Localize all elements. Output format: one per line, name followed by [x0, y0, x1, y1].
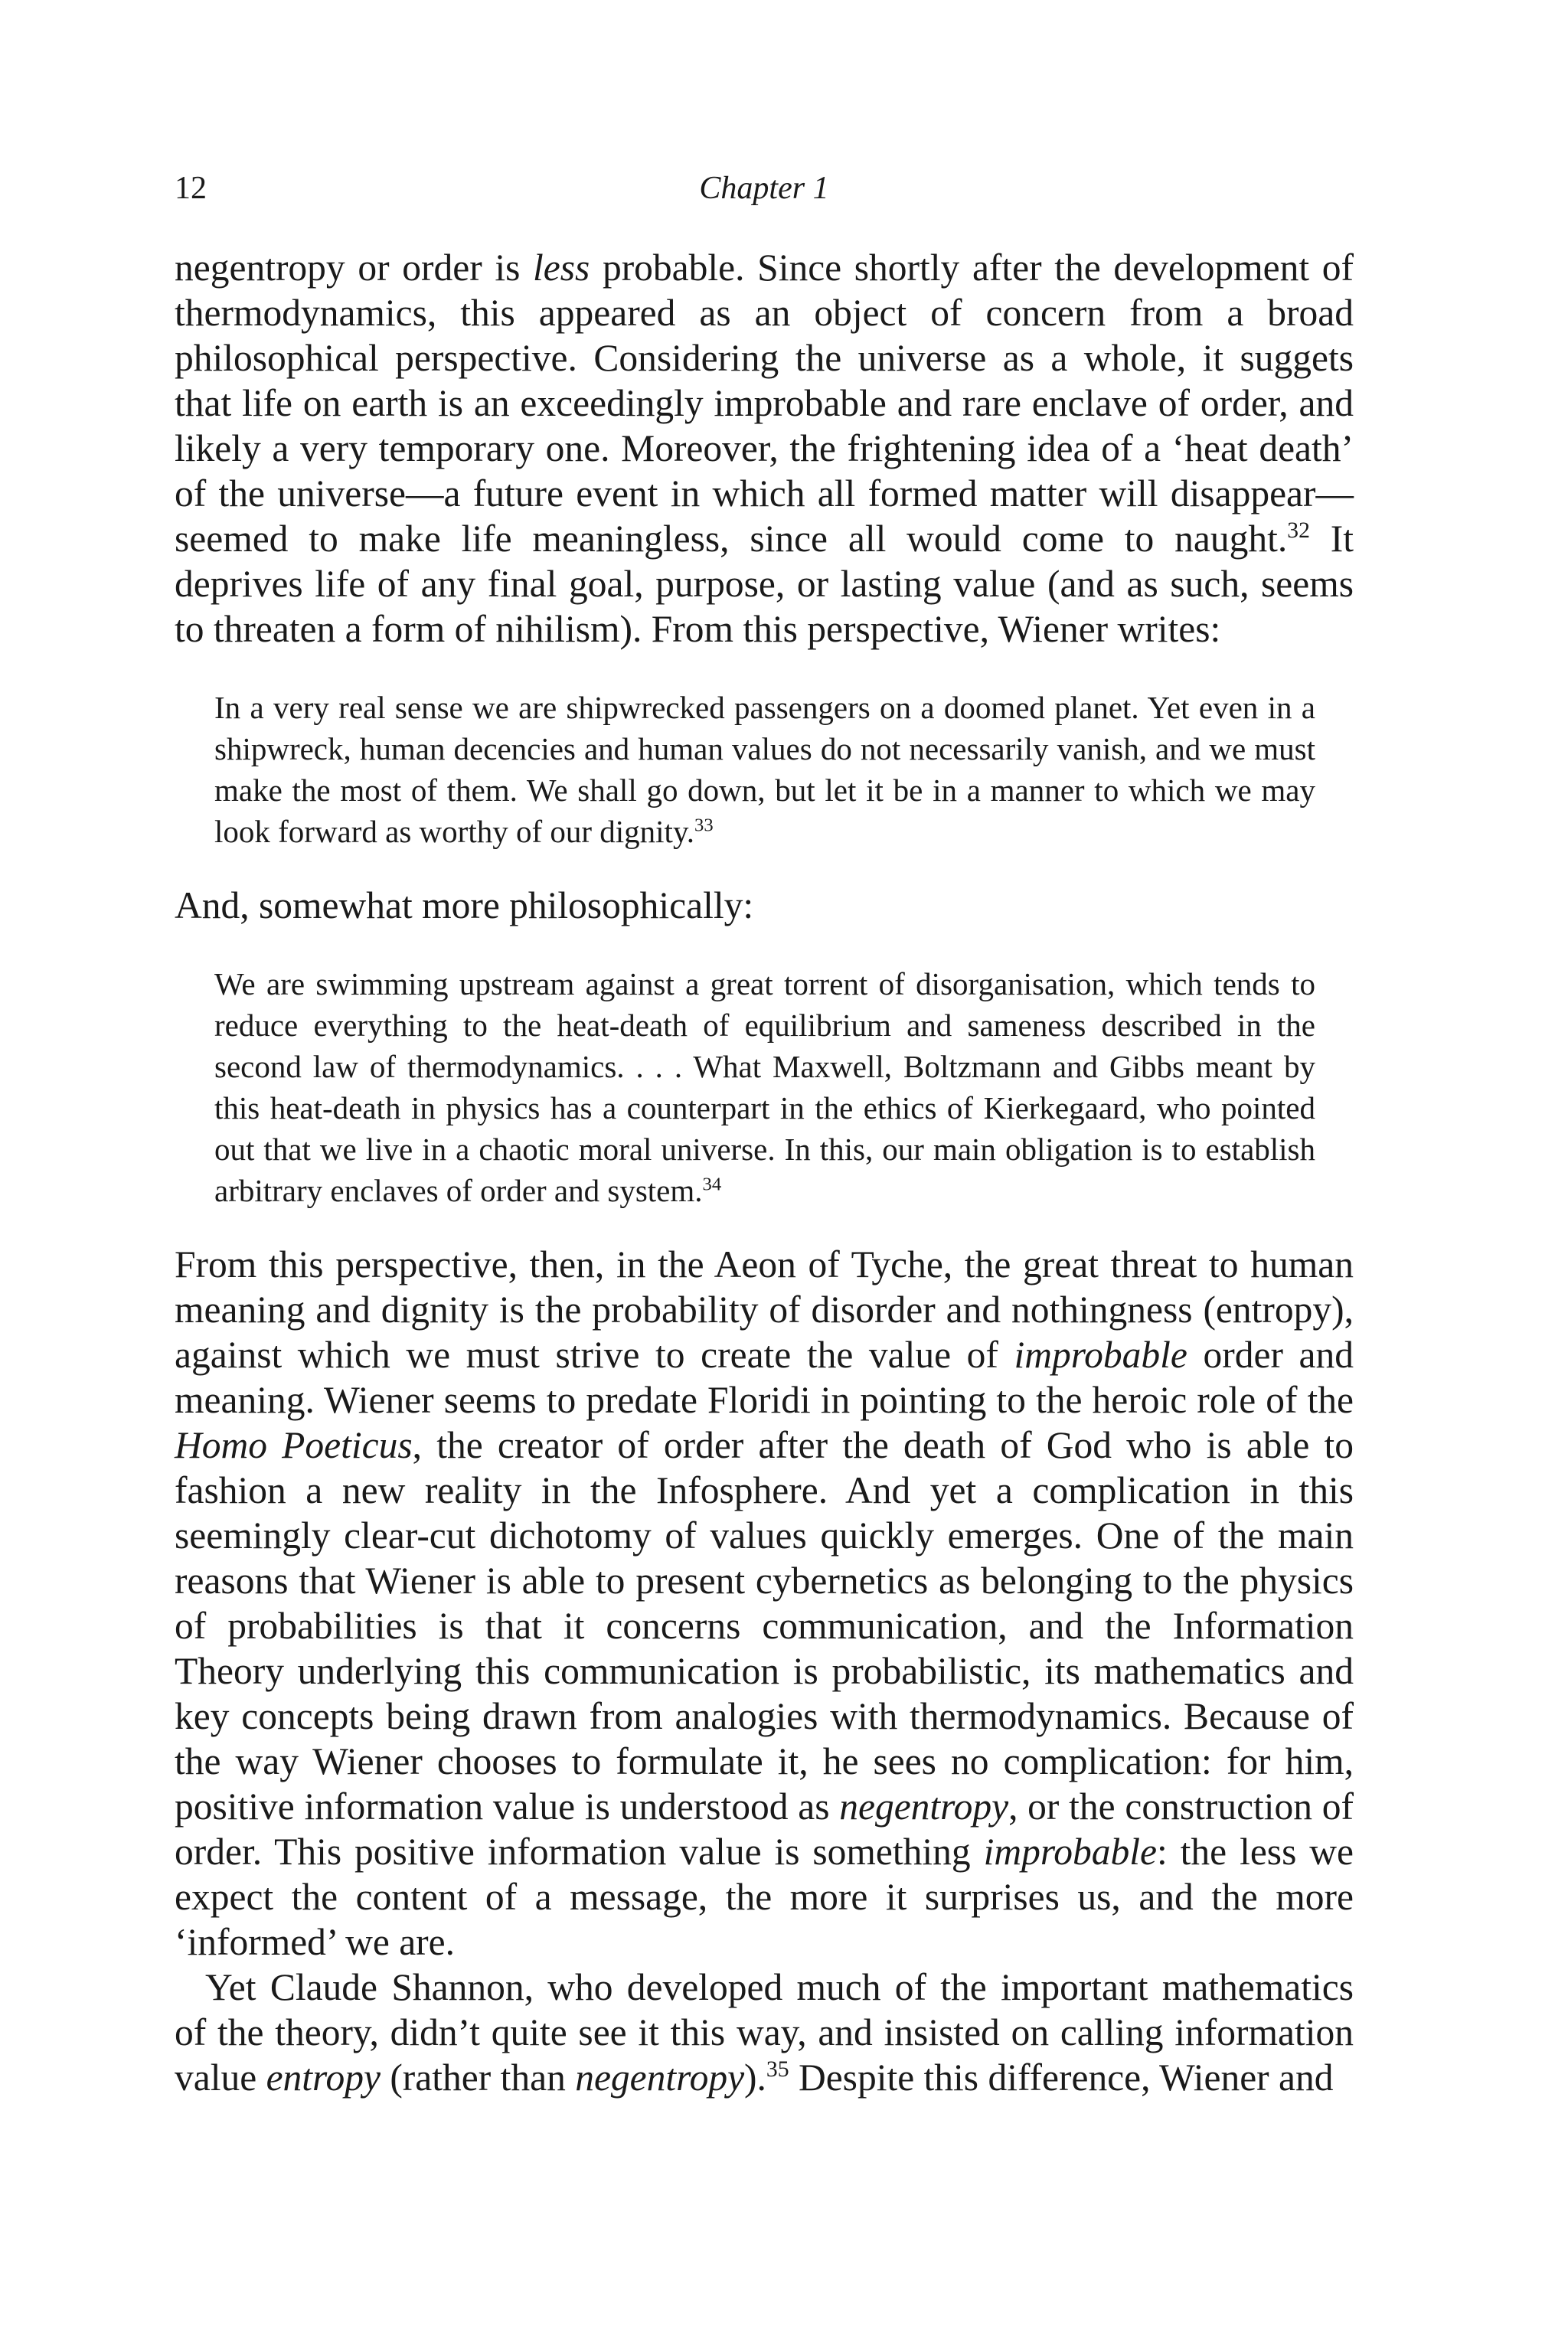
body-paragraph: From this perspective, then, in the Aeon of Tyche, the great threat to human meaning and dignity is the probability of disorder and nothingness (entropy), against which we must strive to create the value of improbable order and meaning. Wiener seems to predate Floridi in pointing to the heroic role of the Homo Poeticus, the creator of order after the death of God who is able to fashion a new reality in the Infosphere. And yet a complication in this seemingly clear-cut dichotomy of values quickly emerges. One of the main reasons that Wiener is able to present cybernetics as belonging to the physics of probabilities is that it concerns communication, and the Information Theory underlying this communication is probabilistic, its mathematics and key concepts being drawn from analogies with thermodynamics. Because of the way Wiener chooses to formulate it, he sees no complication: for him, positive information value is understood as negentropy, or the construction of order. This positive information value is something improbable: the less we expect the content of a message, the more it surprises us, and the more ‘informed’ we are. — [175, 1243, 1354, 1963]
footnote-ref: 34 — [702, 1174, 722, 1195]
footnote-ref: 35 — [766, 2057, 789, 2082]
emphasis: improbable — [1014, 1334, 1187, 1376]
footnote-ref: 32 — [1287, 518, 1310, 544]
emphasis: negentropy — [575, 2056, 745, 2099]
block-quote — [214, 963, 1315, 1211]
emphasis: entropy — [266, 2056, 381, 2099]
interlude-line: And, somewhat more philosophically: — [175, 884, 754, 926]
body-paragraph: negentropy or order is less probable. Since shortly after the development of thermodynamics, this appeared as an object of concern from a broad philosophical perspective. Considering the universe as a whole, it suggets that life on earth is an exceedingly improbable and rare enclave of order, and likely a very temporary one. Moreover, the frightening idea of a ‘heat death’ of the universe—a future event in which all formed matter will disappear—seemed to make life meaningless, since all would come to naught.$^{32}$ It deprives life of any final goal, purpose, or lasting value (and as such, seems to threaten a form of nihilism). From this perspective, Wiener writes: — [175, 247, 1354, 650]
page-content — [175, 245, 1354, 2100]
emphasis: improbable — [983, 1831, 1157, 1873]
quote-text: We are swimming upstream against a great torrent of disorganisation, which tends to reduce everything to the heat-death of equilibrium and sameness described in the second law of thermodynamics. . . . What Maxwell, Boltzmann and Gibbs meant by this heat-death in physics has a counterpart in the ethics of Kierkegaard, who pointed out that we live in a chaotic moral universe. In this, our main obligation is to establish arbitrary enclaves of order and system. — [214, 966, 1315, 1208]
body-paragraph: Yet Claude Shannon, who developed much of the important mathematics of the theory, didn’t quite see it this way, and insisted on calling information value entropy (rather than negentropy).$^{35}$ Despite this difference, Wiener and — [175, 1966, 1354, 2099]
running-head: Chapter 1 — [699, 171, 829, 206]
emphasis: negentropy — [839, 1785, 1009, 1828]
page-header — [175, 170, 1354, 210]
block-quote — [214, 687, 1315, 852]
emphasis: less — [533, 247, 590, 289]
footnote-ref: 33 — [694, 815, 714, 836]
emphasis: Homo Poeticus — [175, 1424, 413, 1466]
page-number: 12 — [175, 171, 207, 206]
quote-text: In a very real sense we are shipwrecked passengers on a doomed planet. Yet even in a shipwreck, human decencies and human values do not necessarily vanish, and we must make the most of them. We shall go down, but let it be in a manner to which we may look forward as worthy of our dignity. — [214, 690, 1315, 849]
